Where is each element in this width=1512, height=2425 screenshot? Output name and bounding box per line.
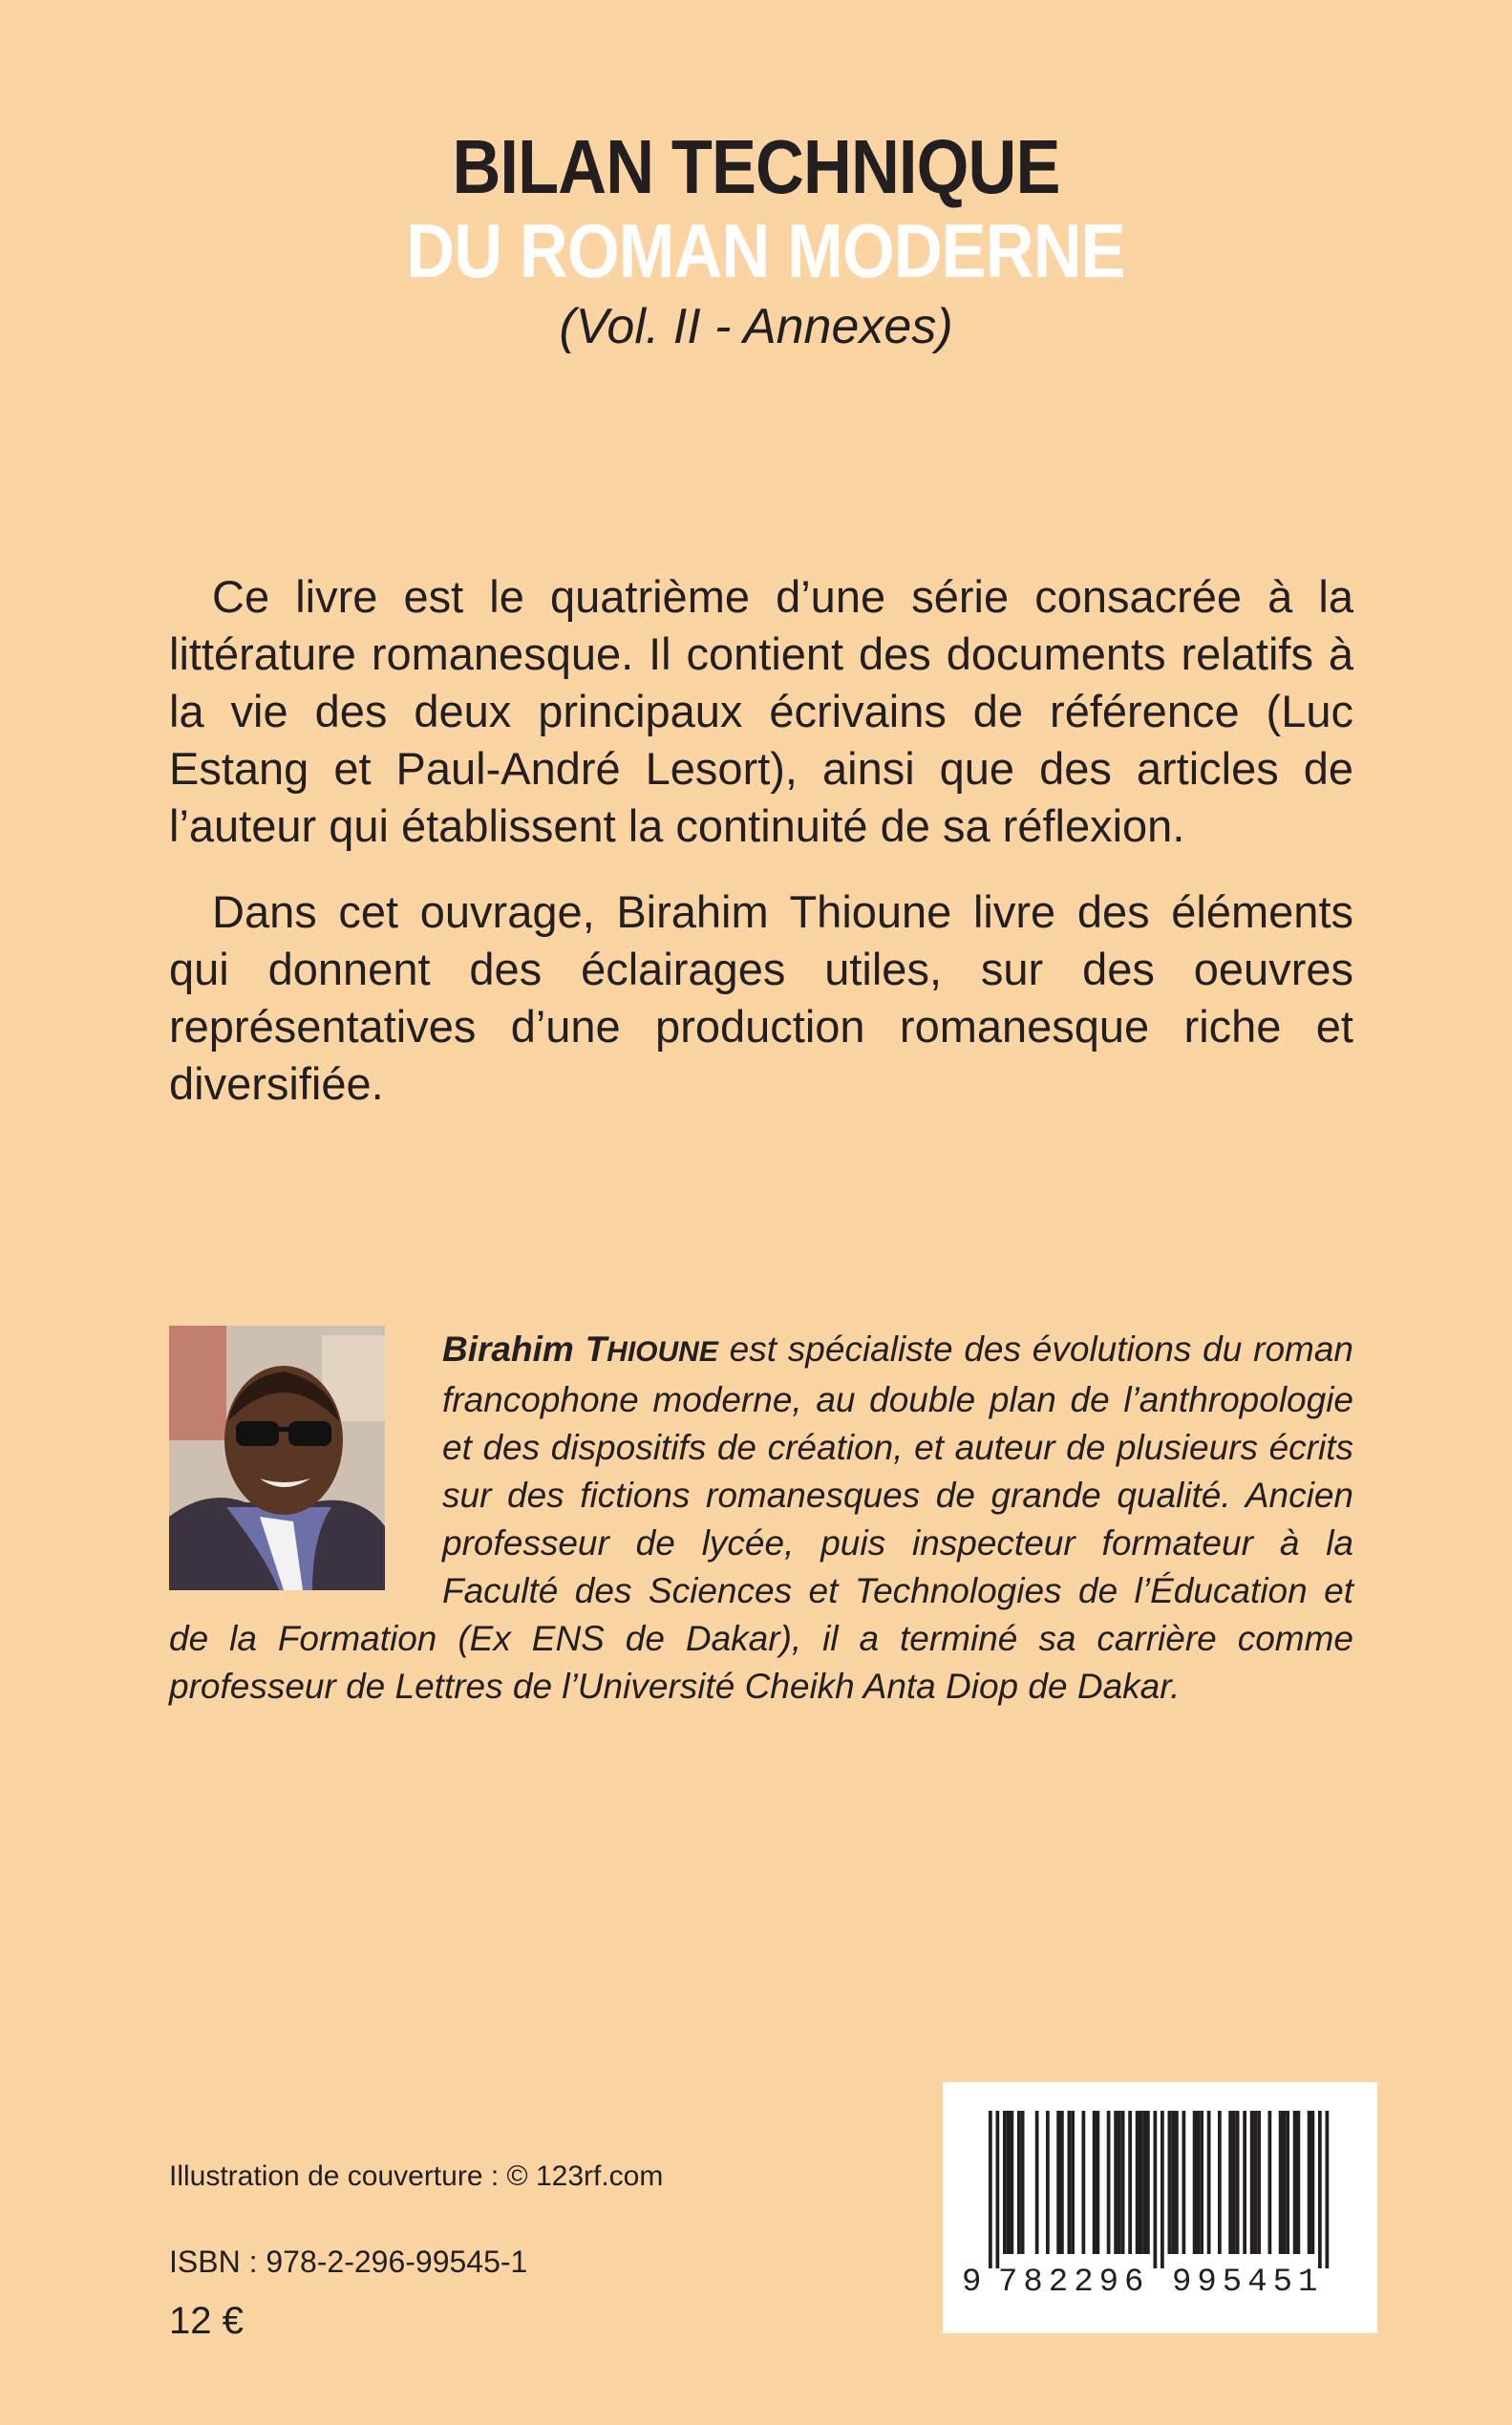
barcode-bar: [1326, 2111, 1330, 2268]
summary-paragraph-2: Dans cet ouvrage, Birahim Thioune livre des éléments qui donnent des éclairages utiles, sur des oeuvres représentatives d’une production romanesque riche et diversifiée.: [169, 886, 1353, 1109]
barcode-bar: [1228, 2111, 1232, 2254]
barcode-bar: [1293, 2111, 1297, 2254]
barcode-bar: [1200, 2111, 1203, 2254]
barcode-bar: [1171, 2111, 1175, 2254]
isbn: ISBN : 978-2-296-99545-1: [169, 2244, 528, 2279]
barcode-bar: [1182, 2111, 1186, 2254]
barcode-bar: [1154, 2111, 1158, 2268]
barcode-bars: [989, 2111, 1329, 2268]
barcode-bar: [1046, 2111, 1050, 2254]
barcode-bar: [1136, 2111, 1139, 2254]
author-last-name-initial: T: [585, 1329, 607, 1369]
barcode-bar: [1093, 2111, 1097, 2254]
barcode-bar: [1257, 2111, 1261, 2254]
barcode-bar: [1107, 2111, 1111, 2254]
barcode-graphic: [943, 2082, 1377, 2333]
title-line-1: BILAN TECHNIQUE: [452, 124, 1060, 209]
barcode-bar: [1232, 2111, 1236, 2254]
barcode-bar: [1243, 2111, 1246, 2254]
author-photo: [169, 1326, 385, 1590]
barcode-bar: [1175, 2111, 1179, 2254]
barcode-bar: [1254, 2111, 1258, 2254]
barcode-bar: [1060, 2111, 1064, 2254]
barcode-bar: [1011, 2111, 1014, 2254]
barcode-digits-left: 782296: [998, 2265, 1150, 2301]
barcode-bar: [1071, 2111, 1075, 2254]
barcode-bar: [1021, 2111, 1025, 2254]
barcode-bar: [1007, 2111, 1011, 2254]
title-block: [0, 124, 1512, 361]
barcode-bar: [1250, 2111, 1254, 2254]
barcode-bar: [1121, 2111, 1125, 2254]
barcode-bar: [1003, 2111, 1007, 2254]
barcode-bar: [1318, 2111, 1322, 2268]
barcode-digit-first: 9: [962, 2265, 982, 2301]
barcode-bar: [1193, 2111, 1197, 2254]
price: 12 €: [169, 2300, 244, 2342]
barcode-bar: [1035, 2111, 1039, 2254]
barcode-bar: [1236, 2111, 1240, 2254]
barcode-bar: [989, 2111, 992, 2268]
barcode-bar: [996, 2111, 1000, 2268]
barcode-bar: [1168, 2111, 1172, 2254]
barcode-bar: [1146, 2111, 1150, 2254]
barcode-bar: [1114, 2111, 1118, 2254]
author-name: [442, 1329, 718, 1369]
barcode-bar: [1283, 2111, 1287, 2254]
author-bio: est spécialiste des évolutions du roman francophone moderne, au double plan de l’anthropologie et des dispositifs de création, et auteur de plusieurs écrits sur des fictions romanesques de grande qualité. Ancien professeur de lycée, puis inspecteur formateur à la Faculté des Sciences et Technologies de l’Éducation et de la Formation (Ex ENS de Dakar), il a terminé sa carrière comme professeur de Lettres de l’Université Cheikh Anta Diop de Dakar.: [169, 1329, 1354, 1706]
cover-credit: Illustration de couverture : © 123rf.com: [169, 2160, 664, 2192]
author-block: [169, 1326, 1353, 1711]
author-last-name-rest: HIOUNE: [607, 1336, 718, 1368]
barcode-bar: [1308, 2111, 1311, 2254]
barcode-bar: [1279, 2111, 1283, 2254]
barcode: [943, 2082, 1377, 2333]
barcode-bar: [1128, 2111, 1132, 2254]
barcode-bar: [1118, 2111, 1121, 2254]
author-first-name: Birahim: [442, 1329, 574, 1369]
barcode-bar: [1297, 2111, 1301, 2254]
barcode-bar: [1082, 2111, 1086, 2254]
barcode-bar: [1142, 2111, 1146, 2254]
barcode-digits-right: 995451: [1172, 2265, 1324, 2301]
title-line-2: DU ROMAN MODERNE: [406, 208, 1125, 293]
barcode-bar: [1017, 2111, 1021, 2254]
barcode-bar: [1268, 2111, 1272, 2254]
summary-paragraph-1: Ce livre est le quatrième d’une série consacrée à la littérature romanesque. Il contient des documents relatifs à la vie des deux principaux écrivains de référence (Luc Estang et Paul-André Lesort), ainsi que des articles de l’auteur qui établissent la continuité de sa réflexion.: [169, 571, 1353, 851]
barcode-bar: [1197, 2111, 1201, 2254]
author-portrait-image: [169, 1326, 385, 1590]
barcode-bar: [1311, 2111, 1315, 2254]
barcode-bar: [1068, 2111, 1072, 2254]
title-volume: (Vol. II - Annexes): [559, 299, 953, 354]
barcode-bar: [1286, 2111, 1289, 2254]
barcode-bar: [1218, 2111, 1222, 2254]
barcode-bar: [1207, 2111, 1211, 2254]
barcode-bar: [1056, 2111, 1060, 2254]
barcode-bar: [1161, 2111, 1164, 2268]
barcode-bar: [1139, 2111, 1143, 2254]
barcode-bar: [1097, 2111, 1100, 2254]
summary: [169, 568, 1353, 1141]
